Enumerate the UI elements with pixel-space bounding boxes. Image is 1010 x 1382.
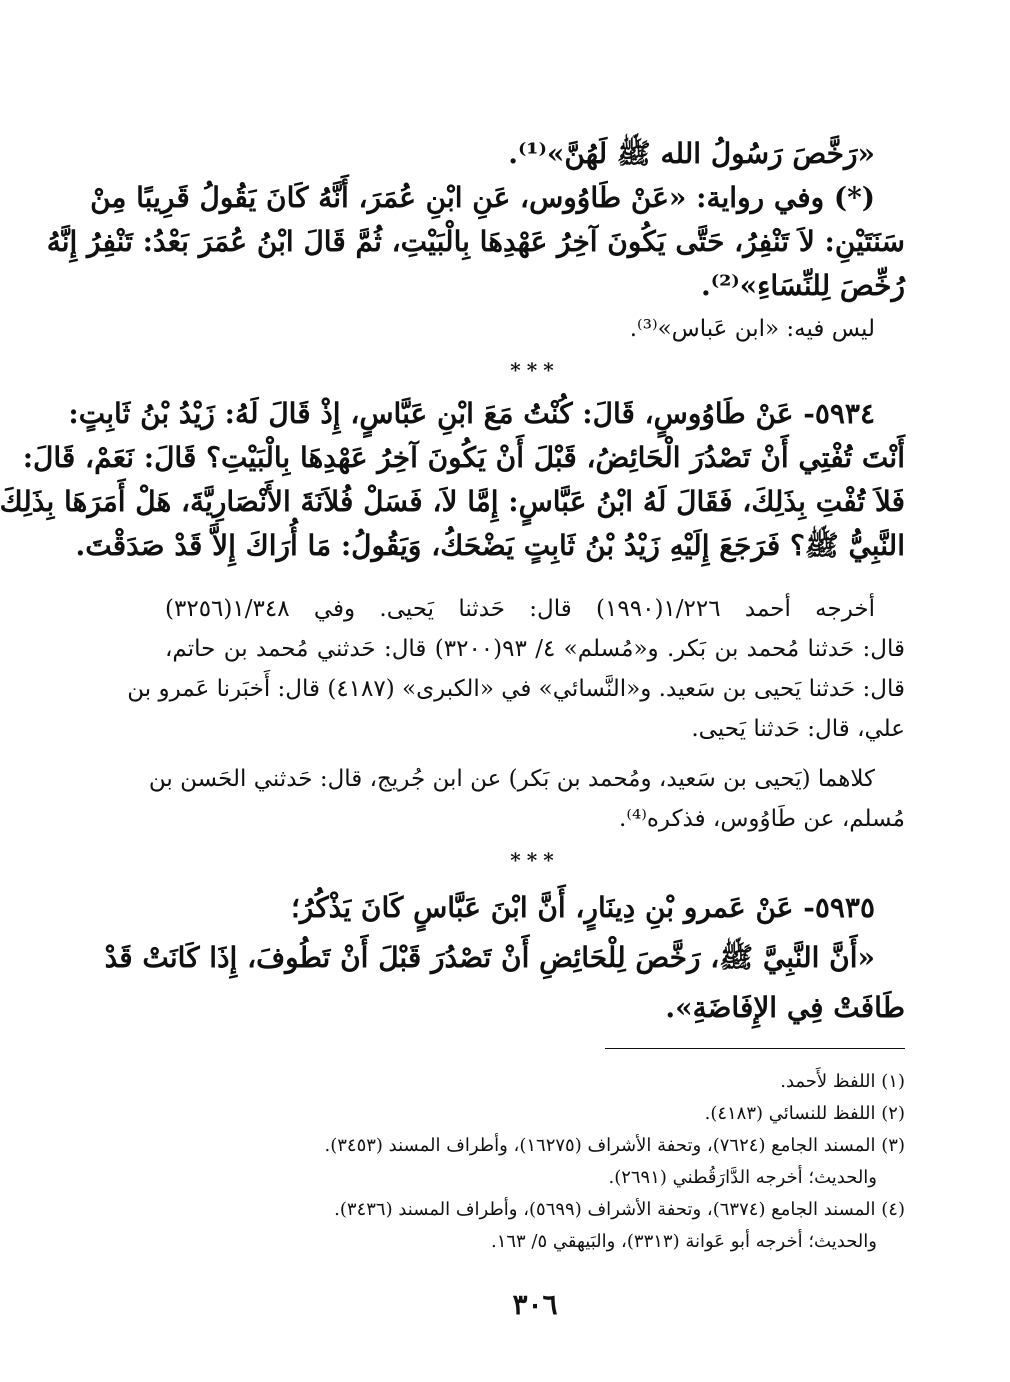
footnote-continuation: والحديث؛ أخرجه أبو عَوانة (٣٣١٣)، والبَيهقي ٥/ ١٦٣. — [490, 1231, 877, 1252]
footnote: (٤) المسند الجامع (٦٣٧٤)، وتحفة الأشراف (٥٦٩٩)، وأطراف المسند (٣٤٣٦). — [334, 1199, 905, 1220]
footnote-divider — [605, 1048, 905, 1049]
hadith-line: فَلاَ تُفْتِ بِذَلِكَ، فَقَالَ لَهُ ابْنُ عَبَّاسٍ: إِمَّا لاَ، فَسَلْ فُلاَنَةَ الأَنْصَارِيَّةَ، هَلْ أَمَرَهَا بِذَلِكَ — [0, 485, 905, 518]
text-line: رُخِّصَ لِلنِّسَاءِ»⁽²⁾. — [700, 269, 905, 302]
hadith-line: «أَنَّ النَّبِيَّ ﷺ، رَخَّصَ لِلْحَائِضِ أَنْ تَصْدُرَ قَبْلَ أَنْ تَطُوفَ، إِذَا كَانَتْ قَدْ — [104, 941, 875, 974]
takhrij-line: علي، قال: حَدثنا يَحيى. — [691, 716, 905, 742]
section-separator: *** — [510, 358, 560, 382]
takhrij-line: قال: حَدثنا مُحمد بن بَكر. و«مُسلم» ٤/ ٩٣(٣٢٠٠) قال: حَدثني مُحمد بن حاتم، — [165, 636, 905, 662]
section-separator: *** — [510, 848, 560, 872]
hadith-line: أَنْتَ تُفْتِي أَنْ تَصْدُرَ الْحَائِضُ، قَبْلَ أَنْ يَكُونَ آخِرُ عَهْدِهَا بِالْبَيْتِ؟ قَالَ: نَعَمْ، قَالَ: — [22, 441, 905, 474]
takhrij-line: قال: حَدثنا يَحيى بن سَعيد. و«النَّسائي» في «الكبرى» (٤١٨٧) قال: أَخبَرنا عَمرو بن — [127, 676, 905, 702]
footnote: (٢) اللفظ للنسائي (٤١٨٣). — [704, 1103, 905, 1124]
hadith-line: طَافَتْ فِي الإِفَاضَةِ». — [665, 991, 905, 1024]
footnote: (٣) المسند الجامع (٧٦٢٤)، وتحفة الأشراف (١٦٢٧٥)، وأطراف المسند (٣٤٥٣). — [324, 1135, 905, 1156]
isnad-line: كلاهما (يَحيى بن سَعيد، ومُحمد بن بَكر) عن ابن جُريج، قال: حَدثني الحَسن بن — [148, 766, 875, 792]
hadith-line: النَّبِيُّ ﷺ؟ فَرَجَعَ إِلَيْهِ زَيْدُ بْنُ ثَابِتٍ يَضْحَكُ، وَيَقُولُ: مَا أُرَاكَ إِلاَّ قَدْ صَدَقْتَ. — [75, 529, 905, 562]
text-line: سَنَتَيْنِ: لاَ تَنْفِرُ، حَتَّى يَكُونَ آخِرُ عَهْدِهَا بِالْبَيْتِ، ثُمَّ قَالَ ابْنُ عُمَرَ بَعْدُ: تَنْفِرُ إِنَّهُ — [46, 225, 905, 258]
book-page — [0, 100, 905, 1360]
text-line: «رَخَّصَ رَسُولُ الله ﷺ لَهُنَّ»⁽¹⁾. — [508, 137, 875, 170]
footnote-continuation: والحديث؛ أخرجه الدَّارَقُطني (٢٦٩١). — [608, 1167, 877, 1188]
takhrij-line: أخرجه أحمد ١/٢٢٦(١٩٩٠) قال: حَدثنا يَحيى. وفي ١/٣٤٨(٣٢٥٦) — [165, 596, 875, 622]
page-number: ٣٠٦ — [512, 1288, 558, 1321]
hadith-line: ٥٩٣٤- عَنْ طَاوُوسٍ، قَالَ: كُنْتُ مَعَ ابْنِ عَبَّاسٍ، إِذْ قَالَ لَهُ: زَيْدُ بْنُ ثَابِتٍ: — [68, 397, 875, 430]
text-line: (*) وفي رواية: «عَنْ طَاوُوس، عَنِ ابْنِ عُمَرَ، أَنَّهُ كَانَ يَقُولُ قَرِيبًا مِنْ — [90, 181, 875, 214]
text-line: ليس فيه: «ابن عَباس»⁽³⁾. — [629, 316, 875, 342]
footnote: (١) اللفظ لأَحمد. — [780, 1071, 905, 1092]
isnad-line: مُسلم، عن طَاوُوس، فذكره⁽⁴⁾. — [619, 806, 905, 832]
hadith-line: ٥٩٣٥- عَنْ عَمرو بْنِ دِينَارٍ، أَنَّ ابْنَ عَبَّاسٍ كَانَ يَذْكُرُ؛ — [291, 891, 875, 924]
